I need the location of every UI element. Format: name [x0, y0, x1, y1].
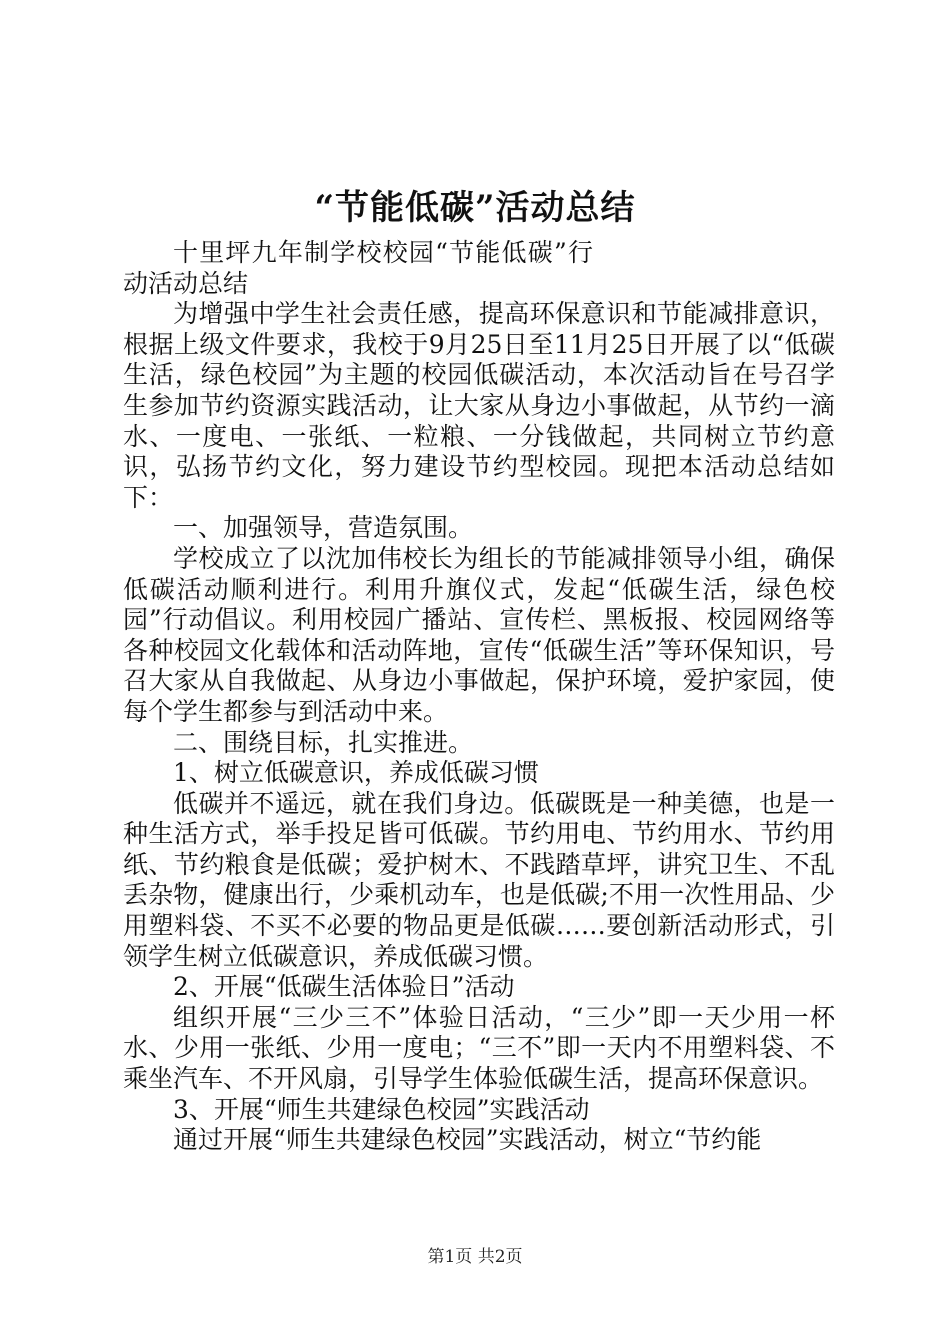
paragraph-low-carbon-awareness: 低碳并不遥远，就在我们身边。低碳既是一种美德，也是一种生活方式，举手投足皆可低碳。节约用电、节约用水、节约用纸、节约粮食是低碳；爱护树木、不践踏草坪，讲究卫生、不乱丢杂物，健康出行，少乘机动车，也是低碳;不用一次性用品、少用塑料袋、不买不必要的物品更是低碳……要创新活动形式，引领学生树立低碳意识，养成低碳习惯。 — [123, 788, 835, 971]
subsection-heading-3: 3、开展“师生共建绿色校园”实践活动 — [173, 1094, 590, 1124]
document-title: “节能低碳”活动总结 — [314, 188, 636, 228]
section-heading-2: 二、围绕目标，扎实推进。 — [173, 727, 474, 757]
subsection-heading-1: 1、树立低碳意识，养成低碳习惯 — [173, 758, 539, 788]
paragraph-leadership: 学校成立了以沈加伟校长为组长的节能减排领导小组，确保低碳活动顺利进行。利用升旗仪式，发起“低碳生活，绿色校园”行动倡议。利用校园广播站、宣传栏、黑板报、校园网络等各种校园文化载体和活动阵地，宣传“低碳生活”等环保知识，号召大家从自我做起、从身边小事做起，保护环境，爱护家园，使每个学生都参与到活动中来。 — [123, 543, 835, 726]
paragraph-intro: 为增强中学生社会责任感，提高环保意识和节能减排意识，根据上级文件要求，我校于9月25日至11月25日开展了以“低碳生活，绿色校园”为主题的校园低碳活动，本次活动旨在号召学生参加节约资源实践活动，让大家从身边小事做起，从节约一滴水、一度电、一张纸、一粒粮、一分钱做起，共同树立节约意识，弘扬节约文化，努力建设节约型校园。现把本活动总结如下： — [123, 299, 835, 512]
page-footer: 第1页 共2页 — [427, 1247, 523, 1267]
paragraph-green-campus: 通过开展“师生共建绿色校园”实践活动，树立“节约能 — [173, 1125, 762, 1155]
section-heading-1: 一、加强领导，营造氛围。 — [173, 513, 474, 543]
paragraph-experience-day: 组织开展“三少三不”体验日活动，“三少”即一天少用一杯水、少用一张纸、少用一度电；“三不”即一天内不用塑料袋、不乘坐汽车、不开风扇，引导学生体验低碳生活，提高环保意识。 — [123, 1002, 835, 1094]
document-body — [123, 238, 835, 1156]
subsection-heading-2: 2、开展“低碳生活体验日”活动 — [173, 972, 515, 1002]
document-subtitle: 十里坪九年制学校校园“节能低碳”行动活动总结 — [123, 238, 593, 298]
